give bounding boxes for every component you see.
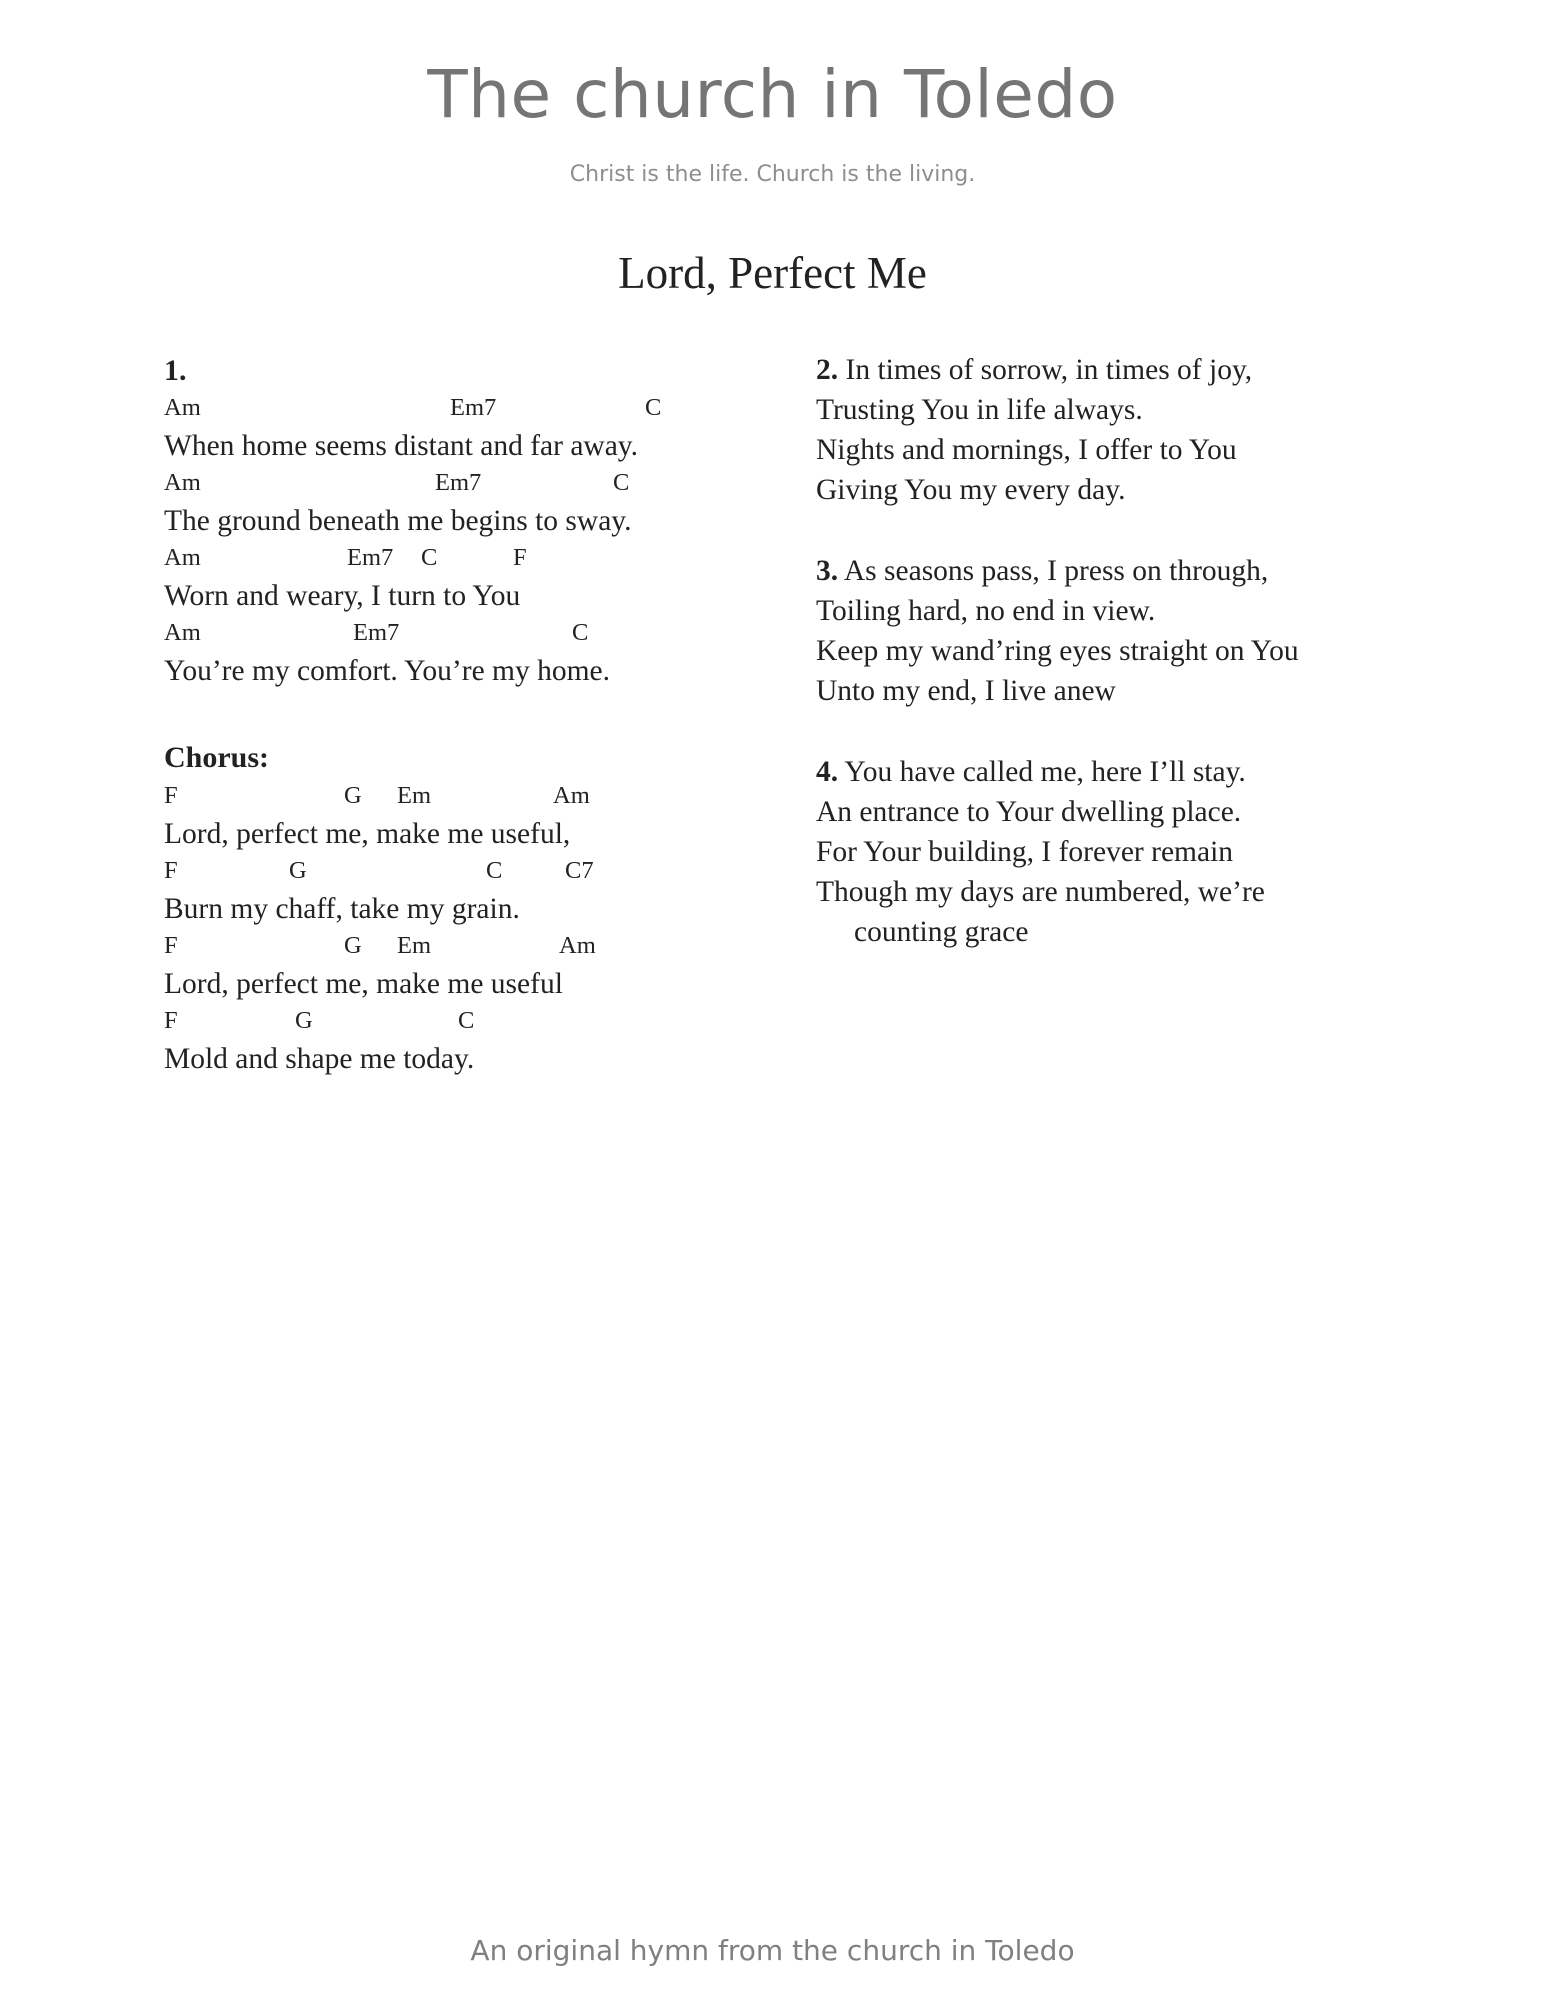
chord: Am	[164, 394, 201, 421]
verse-3-line	[816, 557, 1268, 587]
chord: Em7	[435, 469, 482, 496]
song-title: Lord, Perfect Me	[618, 248, 927, 298]
lyric-text: As seasons pass, I press on through,	[843, 555, 1269, 587]
chord: C	[421, 544, 438, 571]
chord: Em7	[347, 544, 394, 571]
verse-1-number: 1.	[164, 354, 187, 387]
chord: C	[458, 1007, 475, 1034]
lyric-text: You have called me, here I’ll stay.	[844, 756, 1246, 788]
lyric-line: When home seems distant and far away.	[164, 430, 639, 462]
chord: Am	[164, 469, 201, 496]
verse-2-number: 2.	[816, 354, 839, 386]
chord: Am	[164, 544, 201, 571]
lyric-line: Keep my wand’ring eyes straight on You	[816, 635, 1299, 667]
lyric-line: The ground beneath me begins to sway.	[164, 505, 632, 537]
chord: Am	[553, 782, 590, 809]
lyric-line: An entrance to Your dwelling place.	[816, 796, 1242, 828]
church-tagline: Christ is the life. Church is the living.	[569, 162, 976, 187]
chord: Am	[164, 619, 201, 646]
chord: C	[486, 857, 503, 884]
chord: F	[164, 782, 178, 809]
church-name-title: The church in Toledo	[427, 56, 1118, 133]
chord: C7	[565, 857, 594, 884]
lyric-line: Mold and shape me today.	[164, 1043, 475, 1075]
lyric-line: For Your building, I forever remain	[816, 836, 1234, 868]
chord: C	[613, 469, 630, 496]
lyric-line: You’re my comfort. You’re my home.	[164, 655, 611, 687]
lyric-line: Nights and mornings, I offer to You	[816, 434, 1237, 466]
chord: Em	[397, 782, 432, 809]
chorus-heading: Chorus:	[164, 741, 270, 774]
lyric-line: Burn my chaff, take my grain.	[164, 893, 520, 925]
verse-4-number: 4.	[816, 756, 839, 788]
chord: F	[164, 857, 178, 884]
lyric-line: Though my days are numbered, we’re	[816, 876, 1265, 908]
chord: Em7	[353, 619, 400, 646]
chord: G	[344, 782, 362, 809]
footer-credit: An original hymn from the church in Toledo	[470, 1934, 1075, 1967]
chord: F	[164, 1007, 178, 1034]
lyric-line: Trusting You in life always.	[816, 394, 1143, 426]
verse-4-line	[816, 758, 1246, 788]
lyric-line: Toiling hard, no end in view.	[816, 595, 1156, 627]
lyric-line: counting grace	[854, 916, 1029, 948]
chord: F	[513, 544, 527, 571]
chord: F	[164, 932, 178, 959]
lyric-line: Worn and weary, I turn to You	[164, 580, 521, 612]
chord: G	[344, 932, 362, 959]
chord: G	[289, 857, 307, 884]
verse-2-line	[816, 356, 1252, 386]
lyric-line: Unto my end, I live anew	[816, 675, 1116, 707]
lyric-text: In times of sorrow, in times of joy,	[845, 354, 1253, 386]
chord: Em7	[450, 394, 497, 421]
chord: Am	[559, 932, 596, 959]
chord: G	[295, 1007, 313, 1034]
verse-3-number: 3.	[816, 555, 839, 587]
chord: Em	[397, 932, 432, 959]
left-column	[164, 0, 764, 1150]
lyric-line: Lord, perfect me, make me useful	[164, 968, 563, 1000]
chord: C	[645, 394, 662, 421]
chord: C	[572, 619, 589, 646]
right-column	[816, 0, 1436, 1000]
lyric-line: Giving You my every day.	[816, 474, 1126, 506]
lyric-line: Lord, perfect me, make me useful,	[164, 818, 571, 850]
